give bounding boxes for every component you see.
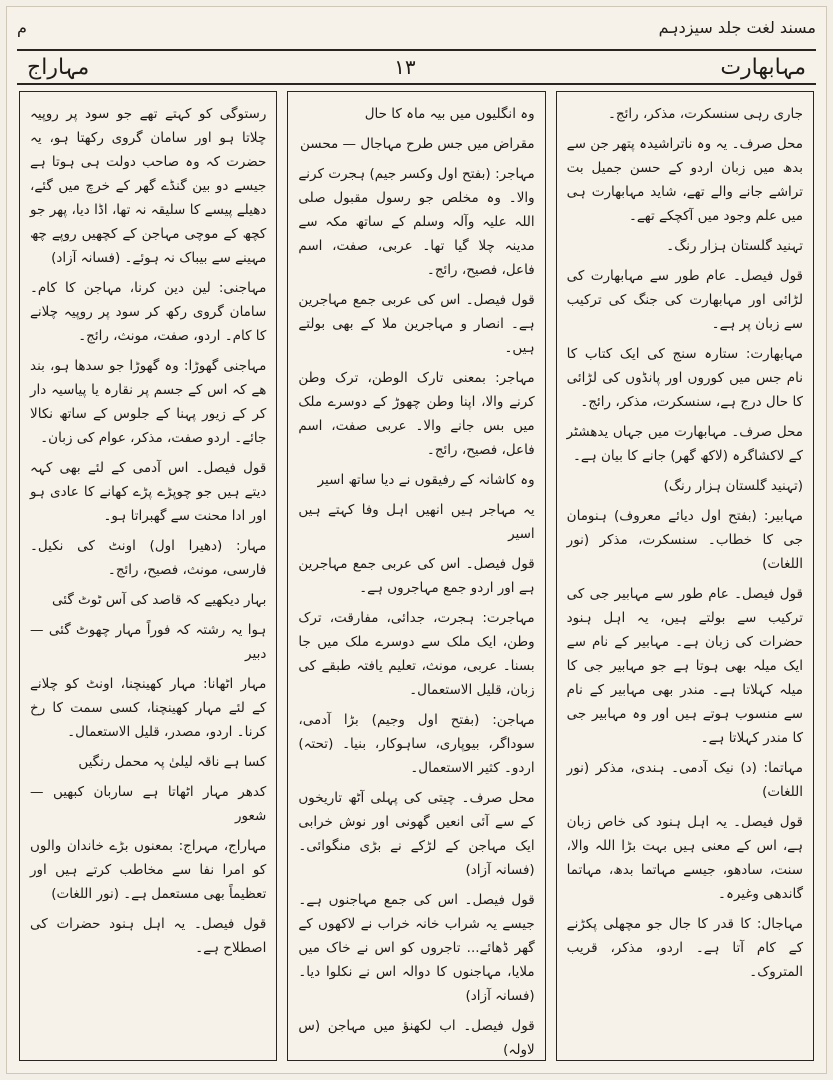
- column-middle-para: مہاجر: (بفتح اول وکسر جیم) ہجرت کرنے والا۔ وہ مخلص جو رسول مقبول صلی اللہ علیہ وآلہ وسلم کے ساتھ مکہ سے مدینہ چلا گیا تھا۔ عربی، صفت، اسم فاعل، فصیح، رائج۔: [294, 166, 535, 278]
- page-number: ۱۳: [394, 55, 416, 79]
- column-right-para: تہنید گلستان ہزار رنگ۔: [666, 238, 803, 254]
- header-title-left: مہاراج: [27, 54, 90, 80]
- column-left-para: رستوگی کو کہتے تھے جو سود پر روپیہ چلاتا ہو اور سامان گروی رکھتا ہو، یہ حضرت کہ وہ صاحب دولت ہی ہوتا ہے جیسے دو بین گنڈے گھر کے خرچ میں گئے، دھیلے پیسے کا سلیقہ نہ تھا، اڈا دیا، پھر جو کچھ کے موچی مہاجن کے کچھیں روپے چھ مہینے سے بیباک نہ ہوئے۔ (فسانہ آزاد): [25, 106, 267, 266]
- column-right-para: جاری رہی سنسکرت، مذکر، رائج۔: [608, 106, 803, 122]
- column-left-para: مہار اٹھانا: مہار کھینچنا، اونٹ کو چلانے کے لئے مہار کھینچنا، کسی سمت کا رخ کرنا۔ اردو، مصدر، قلیل الاستعمال۔: [25, 676, 267, 740]
- column-middle-para: یہ مہاجر ہیں انھیں اہل وفا کہتے ہیں اسیر: [294, 502, 535, 542]
- column-right-para: مہاجال: کا قدر کا جال جو مچھلی پکڑنے کے کام آتا ہے۔ اردو، مذکر، قریب المتروک۔: [562, 916, 803, 980]
- column-left-para: قول فیصل۔ اس آدمی کے لئے بھی کہہ دیتے ہیں جو چوپڑے پڑے کھانے کا عادی ہو اور ادا محنت سے گھبراتا ہو۔: [25, 460, 267, 524]
- column-right-para: مہاتما: (د) نیک آدمی۔ ہندی، مذکر (نور اللغات): [562, 760, 803, 800]
- column-middle-para: قول فیصل۔ اس کی عربی جمع مہاجرین ہے اور اردو جمع مہاجروں ہے۔: [294, 556, 535, 596]
- volume-label: مسند لغت جلد سیزدہم: [658, 17, 816, 37]
- column-right: [556, 91, 814, 1061]
- column-left-para: ہوا یہ رشتہ کہ فوراً مہار چھوٹ گئی — دبیر: [25, 622, 267, 662]
- column-middle-para: محل صرف۔ چیتی کی پہلی آٹھ تاریخوں کے سے آئی انعیں گھونی اور نوش خرابی ایک مہاجن کے لڑکے نے بڑی منگوائی۔ (فسانہ آزاد): [294, 790, 535, 878]
- column-middle-para: وہ انگلیوں میں بیہ ماہ کا حال: [364, 106, 535, 122]
- column-right-para: قول فیصل۔ عام طور سے مہابھارت کی لڑائی اور مہابھارت کی جنگ کی ترکیب سے زبان پر ہے۔: [562, 268, 803, 332]
- header-title-right: مہابھارت: [720, 54, 806, 80]
- running-head: [17, 15, 816, 39]
- page-header: [17, 49, 816, 85]
- column-right-para: محل صرف۔ یہ وہ ناتراشیدہ پتھر جن سے بدھ میں زبان اردو کے حسن جمیل بت تراشے جانے والے تھے، شاید مہابھارت ہی میں علم وجود میں آکچکے تھے۔: [562, 136, 803, 224]
- column-left-para: کسا ہے ناقہ لیلیٰ پہ محمل رنگیں: [78, 754, 267, 770]
- column-right-para: مہابیر: (بفتح اول دیائے معروف) ہنومان جی کا خطاب۔ سنسکرت، مذکر (نور اللغات): [562, 508, 803, 572]
- column-left-para: مہار: (دھیرا اول) اونٹ کی نکیل۔ فارسی، مونث، فصیح، رائج۔: [25, 538, 267, 578]
- column-middle-para: مہاجر: بمعنی تارک الوطن، ترک وطن کرنے والا، اپنا وطن چھوڑ کے دوسرے ملک میں بس جانے والا۔ عربی صفت، اسم فاعل، فصیح، رائج۔: [294, 370, 535, 458]
- column-right-para: قول فیصل۔ عام طور سے مہابیر جی کی ترکیب سے بولتے ہیں، یہ اہل ہنود حضرات کی زبان ہے۔ مہابیر کے نام سے ایک میلہ بھی ہوتا ہے جو مہابیر جی کا میلہ کہلاتا ہے۔ مندر بھی مہابیر کے نام سے منسوب ہوتے ہیں اور وہ مہابیر جی کا مندر کہلاتا ہے۔: [562, 586, 803, 746]
- text-columns: [19, 91, 814, 1061]
- column-middle-para: قول فیصل۔ اس کی جمع مہاجنوں ہے۔ جیسے یہ شراب خانہ خراب نے لاکھوں کے گھر ڈھائے... تاجروں کو اس نے خاک میں ملایا، مہاجنوں کا دوالہ اس نے نکلوا دیا۔ (فسانہ آزاد): [294, 892, 535, 1004]
- column-left-para: قول فیصل۔ یہ اہل ہنود حضرات کی اصطلاح ہے۔: [25, 916, 267, 956]
- column-left-para: مہاجنی گھوڑا: وہ گھوڑا جو سدھا ہو، بند ھے کہ اس کے جسم پر نقارہ یا پیاسیہ دار کر کے زیور پہنا کے جلوس کے ساتھ نکالا جائے۔ اردو صفت، مذکر، عوام کی زبان۔: [25, 358, 267, 446]
- column-middle-para: مہاجن: (بفتح اول وجیم) بڑا آدمی، سوداگر، بیوپاری، ساہوکار، بنیا۔ (تحتہ) اردو۔ کثیر الاستعمال۔: [294, 712, 535, 776]
- column-right-para: (تہنید گلستان ہزار رنگ): [663, 478, 803, 494]
- column-middle-para: وہ کاشانہ کے رفیقوں نے دیا ساتھ اسیر: [317, 472, 535, 488]
- column-left-para: مہاجنی: لین دین کرنا، مہاجن کا کام۔ سامان گروی رکھ کر سود پر روپیہ چلانے کا کام۔ اردو، صفت، مونث، رائج۔: [25, 280, 267, 344]
- corner-mark: م: [17, 17, 27, 37]
- column-middle-para: مقراض میں جس طرح مہاجال — محسن: [300, 136, 535, 152]
- column-middle-para: قول فیصل۔ اب لکھنؤ میں مہاجن (س لاولہ): [294, 1018, 535, 1058]
- column-middle-para: مہاجرت: ہجرت، جدائی، مفارقت، ترک وطن، ایک ملک سے دوسرے ملک میں جا بسنا۔ عربی، مونث، تعلیم یافتہ طبقے کی زبان، قلیل الاستعمال۔: [294, 610, 535, 698]
- column-left-para: مہاراج، مہراج: بمعنوں بڑے خاندان والوں کو امرا نفا سے مخاطب کرتے ہیں اور تعظیماً بھی مستعمل ہے۔ (نور اللغات): [25, 838, 267, 902]
- column-middle: [287, 91, 545, 1061]
- column-middle-para: قول فیصل۔ اس کی عربی جمع مہاجرین ہے۔ انصار و مہاجرین ملا کے بھی بولتے ہیں۔: [294, 292, 535, 356]
- column-right-para: مہابھارت: ستارہ سنج کی ایک کتاب کا نام جس میں کوروں اور پانڈوں کی لڑائی کا حال درج ہے، سنسکرت، مذکر، رائج۔: [562, 346, 803, 410]
- column-left: [19, 91, 277, 1061]
- column-left-para: بہار دیکھیے کہ قاصد کی آس ٹوٹ گئی: [52, 592, 267, 608]
- column-right-para: محل صرف۔ مہابھارت میں جہاں یدھشٹر کے لاکشاگرہ (لاکھ گھر) جانے کا بیان ہے۔: [562, 424, 803, 464]
- column-right-para: قول فیصل۔ یہ اہل ہنود کی خاص زبان ہے، اس کے معنی ہیں بہت بڑا اللہ والا، سنت، سادھو، جیسے مہاتما بدھ، مہاتما گاندھی وغیرہ۔: [562, 814, 803, 902]
- dictionary-page: [6, 6, 827, 1074]
- column-left-para: کدھر مہار اٹھاتا ہے ساربان کبھیں — شعور: [25, 784, 267, 824]
